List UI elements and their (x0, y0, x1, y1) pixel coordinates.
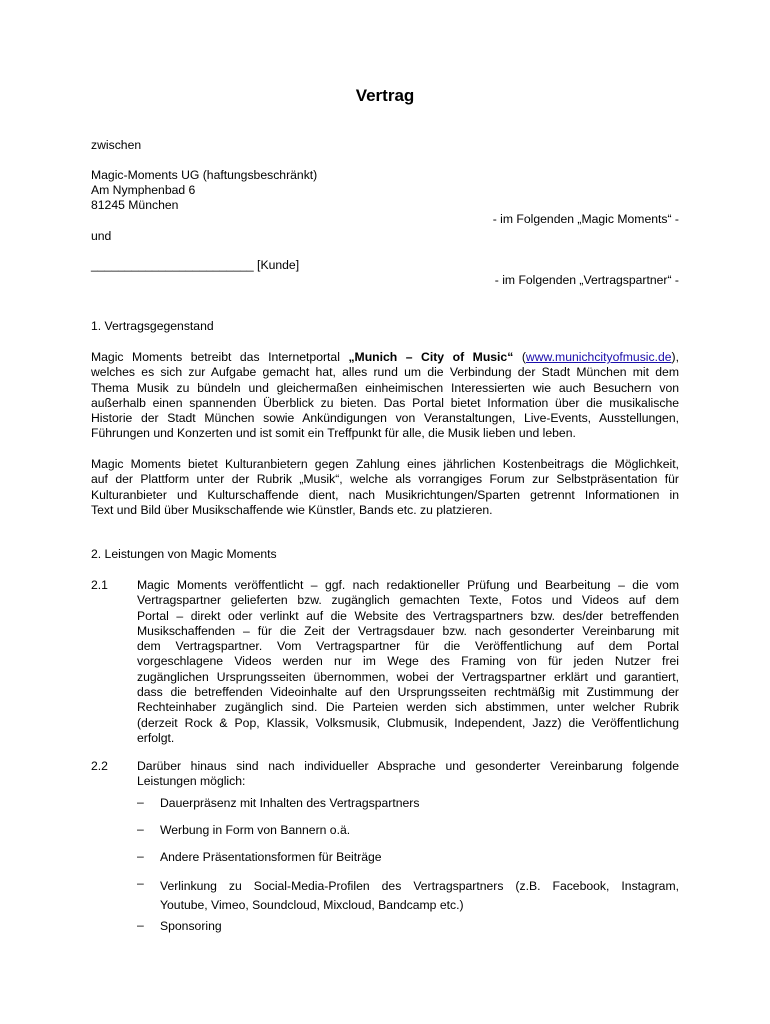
paragraph-line: Historie der Stadt München sowie Ankündigungen von Veranstaltungen, Live-Events, Ausstellungen, (91, 411, 679, 426)
paragraph-line: Kulturanbieter und Kulturschaffende dient, nach Musikrichtungen/Sparten getrennt Informationen in (91, 487, 679, 502)
paragraph-line: Leistungen möglich: (137, 774, 246, 789)
paragraph-line: zugänglichen Ursprungsseiten übernommen, wobei der Vertragspartner erklärt und garantiert, (137, 669, 679, 684)
paragraph-line: Führungen und Konzerten und ist somit ein Treffpunkt für alle, die Musik lieben und leben. (91, 426, 576, 441)
paragraph-line: außerhalb einen spannenden Überblick zu bieten. Das Portal bietet Information über die musikalische (91, 395, 679, 410)
bullet-item: Andere Präsentationsformen für Beiträge (160, 850, 382, 864)
bullet-dash: – (137, 849, 144, 863)
paragraph-line: Magic Moments betreibt das Internetportal „Munich – City of Music“ (www.munichcityofmusic.de), (91, 350, 679, 364)
paragraph-line: Darüber hinaus sind nach individueller Absprache und gesonderter Vereinbarung folgende (137, 759, 679, 773)
document-title: Vertrag (355, 86, 415, 105)
paragraph-line: Text und Bild über Musikschaffende wie Künstler, Bands etc. zu platzieren. (91, 502, 493, 517)
paragraph-line: (derzeit Rock & Pop, Klassik, Volksmusik, Clubmusik, Independent, Jazz) die Veröffentlichung (137, 715, 679, 730)
party2-blank: ________________________ [Kunde] (91, 258, 300, 272)
paragraph-line: Magic Moments veröffentlicht – ggf. nach redaktioneller Prüfung und Bearbeitung – die vom (137, 578, 679, 592)
paragraph-line: Youtube, Vimeo, Soundcloud, Mixcloud, Bandcamp etc.) (160, 898, 464, 912)
party1-name: Magic-Moments UG (haftungsbeschränkt) (91, 168, 318, 182)
bullet-dash: – (137, 822, 144, 836)
bullet-item (160, 877, 679, 915)
party2-alias: - im Folgenden „Vertragspartner“ - (494, 273, 679, 287)
paragraph-line: vorgeschlagene Videos werden nur im Wege des Framing von für jeden Nutzer frei (137, 654, 679, 669)
paragraph-line: Portal – direkt oder verlinkt auf die Website des Vertragspartners bzw. des/der betreffenden (137, 608, 679, 623)
section1-heading: 1. Vertragsgegenstand (91, 319, 214, 333)
paragraph-line: erfolgt. (137, 730, 175, 745)
paragraph-line: Vertragspartner gelieferten bzw. zugänglich gemachten Texte, Fotos und Videos auf dem (137, 593, 679, 608)
paragraph-line: dem Vertragspartner. Vom Vertragspartner für die Veröffentlichung auf dem Portal (137, 639, 679, 654)
section2-heading: 2. Leistungen von Magic Moments (91, 547, 277, 561)
party1-city: 81245 München (91, 198, 179, 212)
clause-number-2-1: 2.1 (91, 578, 108, 592)
paragraph-line: Rechteinhaber zugänglich sind. Die Parteien werden sich abstimmen, unter welcher Rubrik (137, 700, 679, 715)
paragraph-line: welches es sich zur Aufgabe gemacht hat, alles rund um die Verbindung der Stadt München mit dem (91, 365, 679, 380)
clause-2-2-text (137, 759, 679, 790)
bullet-item: Dauerpräsenz mit Inhalten des Vertragspartners (160, 796, 420, 810)
section1-paragraph2 (91, 457, 679, 518)
clause-2-1-text (137, 578, 679, 746)
portal-url-link[interactable]: www.munichcityofmusic.de (525, 350, 672, 364)
between-label: zwischen (91, 138, 142, 152)
bullet-dash: – (137, 876, 144, 890)
paragraph-line: auf der Plattform unter der Rubrik „Musik“, welche als vorrangiges Forum zur Selbstpräsentation für (91, 472, 679, 487)
and-label: und (91, 229, 112, 243)
paragraph-line: Thema Musik zu bündeln und gleichermaßen einheimischen Interessierten wie auch Besuchern von (91, 380, 679, 395)
paragraph-line: Musikschaffenden – für die Zeit der Vertragsdauer bzw. nach gesonderter Vereinbarung mit (137, 623, 679, 638)
section1-paragraph1 (91, 350, 679, 442)
party1-street: Am Nymphenbad 6 (91, 183, 196, 197)
paragraph-line: Verlinkung zu Social-Media-Profilen des Vertragspartners (z.B. Facebook, Instagram, (160, 879, 679, 893)
bullet-dash: – (137, 918, 144, 932)
portal-name: „Munich – City of Music“ (348, 350, 514, 364)
paragraph-line: dass die betreffenden Videoinhalte auf den Ursprungsseiten rechtmäßig mit Zustimmung der (137, 685, 679, 700)
clause-number-2-2: 2.2 (91, 759, 108, 773)
bullet-item: Werbung in Form von Bannern o.ä. (160, 823, 351, 837)
party1-alias: - im Folgenden „Magic Moments“ - (492, 212, 679, 226)
bullet-item: Sponsoring (160, 919, 222, 933)
bullet-dash: – (137, 795, 144, 809)
paragraph-line: Magic Moments bietet Kulturanbietern gegen Zahlung eines jährlichen Kostenbeitrags die Möglichkeit, (91, 457, 679, 471)
